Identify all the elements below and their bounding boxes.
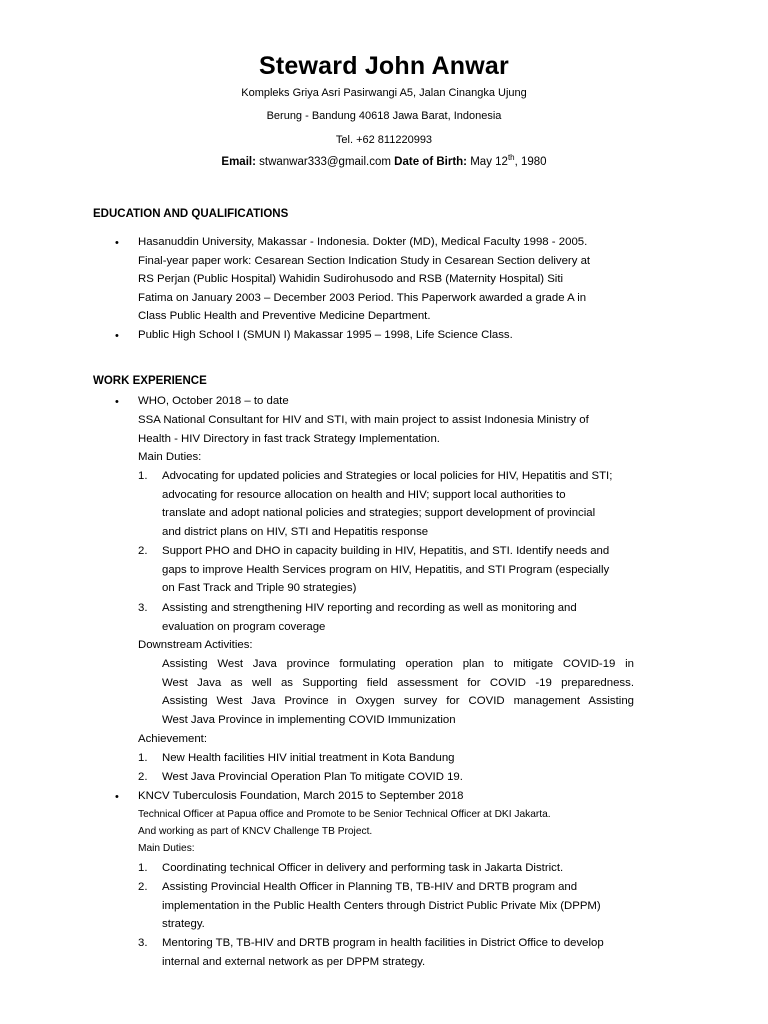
kncv-duty-2: [162, 878, 601, 934]
kncv-duty-3: [162, 934, 604, 971]
who-duty-2-line: gaps to improve Health Services program on HIV, Hepatitis, and STI Program (especially: [162, 563, 610, 576]
kncv-duty-3-line: internal and external network as per DPPM strategy.: [162, 955, 426, 968]
who-duty-2-line: Support PHO and DHO in capacity building in HIV, Hepatitis, and STI. Identify needs and: [162, 545, 610, 557]
phone-number: Tel. +62 811220993: [335, 134, 433, 146]
candidate-name: Steward John Anwar: [259, 52, 509, 80]
who-duty-3: [162, 599, 577, 636]
dob-value: [470, 153, 547, 168]
who-downstream-line: West Java as well as Supporting field assessment for COVID -19 preparedness.: [162, 676, 634, 689]
who-main-duties-label: Main Duties:: [138, 451, 202, 464]
kncv-duty-2-line: strategy.: [162, 918, 205, 931]
who-duty-2-line: on Fast Track and Triple 90 strategies): [162, 582, 357, 595]
address-line-2: Berung - Bandung 40618 Jawa Barat, Indonesia: [266, 110, 502, 122]
education-item-1-line: Class Public Health and Preventive Medicine Department.: [138, 310, 431, 323]
kncv-duty-2-line: Assisting Provincial Health Officer in Planning TB, TB-HIV and DRTB program and: [162, 881, 578, 893]
education-item-1-line: Fatima on January 2003 – December 2003 Period. This Paperwork awarded a grade A in: [138, 291, 587, 304]
who-downstream-line: Assisting West Java Province in Oxygen survey for COVID management Assisting: [162, 695, 634, 708]
who-duty-1-number: 1.: [138, 470, 148, 482]
who-duty-1-line: translate and adopt national policies and strategies; support development of provincial: [162, 507, 596, 520]
kncv-duty-2-number: 2.: [138, 881, 148, 893]
kncv-duty-3-number: 3.: [138, 937, 148, 949]
email-address: stwanwar333@gmail.com: [259, 156, 391, 168]
who-achievement-1: New Health facilities HIV initial treatment in Kota Bandung: [162, 752, 455, 764]
who-description-line: Health - HIV Directory in fast track Strategy Implementation.: [138, 432, 440, 445]
who-duty-1-line: Advocating for updated policies and Strategies or local policies for HIV, Hepatitis and STI;: [162, 470, 613, 482]
who-achievement-2: West Java Provincial Operation Plan To mitigate COVID 19.: [162, 771, 463, 783]
kncv-description-line: Technical Officer at Papua office and Promote to be Senior Technical Officer at DKI Jakarta.: [138, 809, 551, 820]
work-bullet-who: •: [115, 396, 119, 408]
address-line-1: Kompleks Griya Asri Pasirwangi A5, Jalan Cinangka Ujung: [241, 87, 527, 99]
kncv-duty-2-line: implementation in the Public Health Centers through District Public Private Mix (DPPM): [162, 899, 601, 912]
who-duty-3-line: Assisting and strengthening HIV reporting and recording as well as monitoring and: [162, 602, 577, 614]
education-bullet-2: •: [115, 330, 119, 342]
who-achievement-1-number: 1.: [138, 752, 148, 764]
contact-line: [0, 153, 768, 168]
who-achievement-label: Achievement:: [138, 733, 208, 745]
who-achievement-2-number: 2.: [138, 771, 148, 783]
education-item-1: [138, 233, 590, 326]
who-downstream-line: Assisting West Java province formulating operation plan to mitigate COVID-19 in: [162, 658, 634, 670]
who-description: [138, 411, 589, 467]
education-item-1-line: Hasanuddin University, Makassar - Indonesia. Dokter (MD), Medical Faculty 1998 - 2005.: [138, 236, 588, 248]
who-downstream-line: West Java Province in implementing COVID Immunization: [162, 713, 456, 726]
who-duty-1: [162, 467, 612, 541]
dob-suffix: , 1980: [514, 156, 547, 168]
who-title: WHO, October 2018 – to date: [138, 395, 289, 407]
kncv-duty-3-line: Mentoring TB, TB-HIV and DRTB program in health facilities in District Office to develop: [162, 937, 604, 949]
work-bullet-kncv: •: [115, 791, 119, 803]
dob-ordinal: th: [507, 153, 515, 163]
who-duty-1-line: advocating for resource allocation on health and HIV; support local authorities to: [162, 488, 566, 501]
kncv-title: KNCV Tuberculosis Foundation, March 2015 to September 2018: [138, 790, 464, 802]
kncv-main-duties-label: Main Duties:: [138, 843, 195, 854]
who-downstream-label: Downstream Activities:: [138, 639, 253, 651]
who-duty-3-line: evaluation on program coverage: [162, 620, 326, 633]
who-duty-3-number: 3.: [138, 602, 148, 614]
education-item-1-line: Final-year paper work: Cesarean Section Indication Study in Cesarean Section delivery at: [138, 254, 591, 267]
kncv-description: [138, 806, 551, 857]
who-description-line: SSA National Consultant for HIV and STI, with main project to assist Indonesia Ministry of: [138, 414, 589, 426]
kncv-duty-1: Coordinating technical Officer in delivery and performing task in Jakarta District.: [162, 862, 564, 874]
email-label: Email:: [221, 156, 256, 168]
kncv-duty-1-number: 1.: [138, 862, 148, 874]
education-heading: EDUCATION AND QUALIFICATIONS: [93, 208, 289, 220]
kncv-description-line: And working as part of KNCV Challenge TB Project.: [138, 826, 373, 837]
work-heading: WORK EXPERIENCE: [93, 375, 207, 387]
dob-prefix: May 12: [470, 156, 508, 168]
dob-label: Date of Birth:: [394, 156, 468, 168]
education-item-2: Public High School I (SMUN I) Makassar 1995 – 1998, Life Science Class.: [138, 329, 513, 341]
education-bullet-1: •: [115, 237, 119, 249]
who-duty-1-line: and district plans on HIV, STI and Hepatitis response: [162, 525, 429, 538]
education-item-1-line: RS Perjan (Public Hospital) Wahidin Sudirohusodo and RSB (Maternity Hospital) Siti: [138, 273, 564, 286]
who-downstream-activities: [162, 655, 634, 729]
who-duty-2-number: 2.: [138, 545, 148, 557]
who-duty-2: [162, 542, 609, 598]
